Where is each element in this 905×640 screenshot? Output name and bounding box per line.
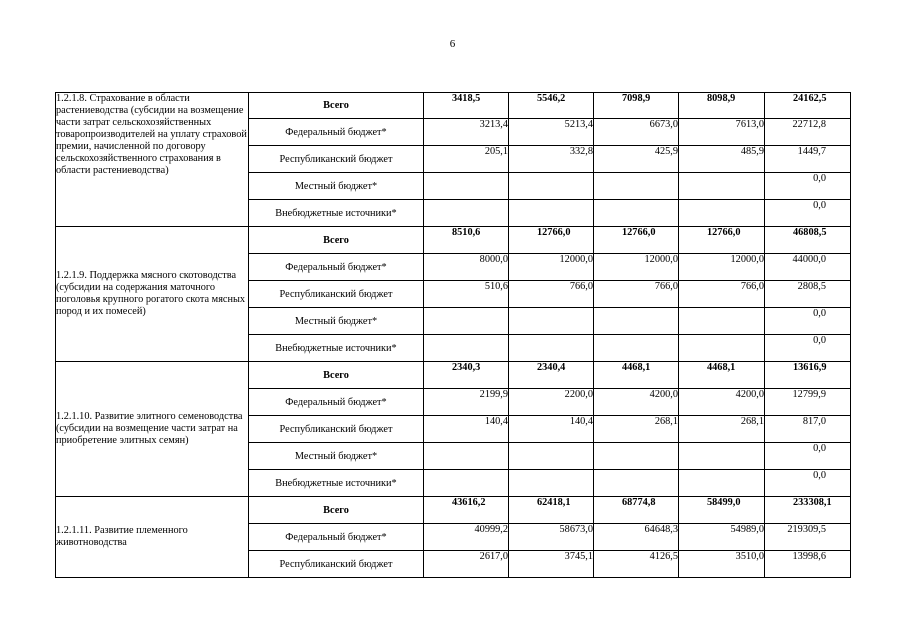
year-value-cell: 58673,0 bbox=[509, 524, 594, 551]
funding-source: Внебюджетные источники* bbox=[249, 335, 424, 362]
year-value-cell: 425,9 bbox=[594, 146, 679, 173]
total-row bbox=[56, 227, 851, 254]
year-value-cell: 332,8 bbox=[509, 146, 594, 173]
year-value-cell bbox=[594, 200, 679, 227]
measure-title: 1.2.1.10. Развитие элитного семеноводства (субсидии на возмещение части затрат на приобретение элитных семян) bbox=[56, 362, 249, 497]
year-value-cell bbox=[594, 443, 679, 470]
year-value-cell bbox=[594, 335, 679, 362]
year-value-cell: 4468,1 bbox=[679, 362, 765, 389]
year-value-cell: 766,0 bbox=[509, 281, 594, 308]
year-value-cell: 54989,0 bbox=[679, 524, 765, 551]
total-value-cell: 0,0 bbox=[765, 443, 851, 470]
total-value-cell: 817,0 bbox=[765, 416, 851, 443]
year-value-cell: 766,0 bbox=[594, 281, 679, 308]
total-value-cell: 2808,5 bbox=[765, 281, 851, 308]
funding-source: Федеральный бюджет* bbox=[249, 254, 424, 281]
funding-source: Местный бюджет* bbox=[249, 443, 424, 470]
year-value-cell: 3745,1 bbox=[509, 551, 594, 578]
year-value-cell bbox=[509, 173, 594, 200]
year-value-cell bbox=[594, 470, 679, 497]
year-value-cell: 2617,0 bbox=[424, 551, 509, 578]
year-value-cell: 5546,2 bbox=[509, 93, 594, 119]
year-value-cell bbox=[509, 335, 594, 362]
year-value-cell: 140,4 bbox=[509, 416, 594, 443]
funding-source: Федеральный бюджет* bbox=[249, 389, 424, 416]
year-value-cell: 2340,3 bbox=[424, 362, 509, 389]
funding-source: Федеральный бюджет* bbox=[249, 524, 424, 551]
total-value-cell: 0,0 bbox=[765, 335, 851, 362]
year-value-cell: 64648,3 bbox=[594, 524, 679, 551]
budget-table bbox=[55, 92, 851, 578]
measure-title: 1.2.1.9. Поддержка мясного скотоводства (субсидии на содержания маточного поголовья крупного рогатого скота мясных пород и их помесей) bbox=[56, 227, 249, 362]
year-value-cell bbox=[509, 308, 594, 335]
year-value-cell: 43616,2 bbox=[424, 497, 509, 524]
funding-source: Внебюджетные источники* bbox=[249, 470, 424, 497]
page-number: 6 bbox=[449, 38, 456, 50]
year-value-cell: 7613,0 bbox=[679, 119, 765, 146]
year-value-cell bbox=[679, 308, 765, 335]
year-value-cell bbox=[594, 308, 679, 335]
year-value-cell bbox=[679, 173, 765, 200]
total-value-cell: 13616,9 bbox=[765, 362, 851, 389]
year-value-cell: 510,6 bbox=[424, 281, 509, 308]
total-value-cell: 44000,0 bbox=[765, 254, 851, 281]
funding-source: Всего bbox=[249, 227, 424, 254]
total-value-cell: 46808,5 bbox=[765, 227, 851, 254]
year-value-cell: 8510,6 bbox=[424, 227, 509, 254]
year-value-cell bbox=[679, 335, 765, 362]
year-value-cell: 12000,0 bbox=[679, 254, 765, 281]
year-value-cell: 2340,4 bbox=[509, 362, 594, 389]
year-value-cell bbox=[679, 470, 765, 497]
total-value-cell: 13998,6 bbox=[765, 551, 851, 578]
funding-source: Всего bbox=[249, 93, 424, 119]
year-value-cell: 3418,5 bbox=[424, 93, 509, 119]
funding-source: Республиканский бюджет bbox=[249, 416, 424, 443]
year-value-cell bbox=[679, 200, 765, 227]
year-value-cell: 485,9 bbox=[679, 146, 765, 173]
funding-source: Внебюджетные источники* bbox=[249, 200, 424, 227]
year-value-cell bbox=[679, 443, 765, 470]
year-value-cell: 62418,1 bbox=[509, 497, 594, 524]
year-value-cell: 4200,0 bbox=[594, 389, 679, 416]
year-value-cell: 268,1 bbox=[679, 416, 765, 443]
year-value-cell: 766,0 bbox=[679, 281, 765, 308]
year-value-cell bbox=[424, 308, 509, 335]
year-value-cell: 8000,0 bbox=[424, 254, 509, 281]
year-value-cell: 268,1 bbox=[594, 416, 679, 443]
year-value-cell: 7098,9 bbox=[594, 93, 679, 119]
total-row bbox=[56, 497, 851, 524]
funding-source: Республиканский бюджет bbox=[249, 551, 424, 578]
total-value-cell: 22712,8 bbox=[765, 119, 851, 146]
year-value-cell bbox=[424, 470, 509, 497]
total-value-cell: 0,0 bbox=[765, 470, 851, 497]
funding-source: Федеральный бюджет* bbox=[249, 119, 424, 146]
year-value-cell: 205,1 bbox=[424, 146, 509, 173]
total-value-cell: 12799,9 bbox=[765, 389, 851, 416]
year-value-cell: 6673,0 bbox=[594, 119, 679, 146]
year-value-cell: 3510,0 bbox=[679, 551, 765, 578]
funding-source: Местный бюджет* bbox=[249, 173, 424, 200]
year-value-cell: 3213,4 bbox=[424, 119, 509, 146]
year-value-cell: 4468,1 bbox=[594, 362, 679, 389]
year-value-cell: 12766,0 bbox=[594, 227, 679, 254]
year-value-cell bbox=[424, 443, 509, 470]
year-value-cell: 140,4 bbox=[424, 416, 509, 443]
year-value-cell bbox=[424, 335, 509, 362]
total-value-cell: 233308,1 bbox=[765, 497, 851, 524]
year-value-cell bbox=[424, 173, 509, 200]
funding-source: Республиканский бюджет bbox=[249, 146, 424, 173]
year-value-cell bbox=[424, 200, 509, 227]
year-value-cell bbox=[509, 470, 594, 497]
year-value-cell: 2199,9 bbox=[424, 389, 509, 416]
funding-source: Всего bbox=[249, 362, 424, 389]
total-value-cell: 0,0 bbox=[765, 173, 851, 200]
total-value-cell: 0,0 bbox=[765, 308, 851, 335]
total-value-cell: 24162,5 bbox=[765, 93, 851, 119]
measure-title: 1.2.1.11. Развитие племенного животноводства bbox=[56, 497, 249, 578]
total-row bbox=[56, 93, 851, 119]
year-value-cell: 68774,8 bbox=[594, 497, 679, 524]
year-value-cell bbox=[509, 200, 594, 227]
year-value-cell: 12766,0 bbox=[679, 227, 765, 254]
year-value-cell: 4126,5 bbox=[594, 551, 679, 578]
year-value-cell: 8098,9 bbox=[679, 93, 765, 119]
year-value-cell: 12000,0 bbox=[509, 254, 594, 281]
year-value-cell: 58499,0 bbox=[679, 497, 765, 524]
year-value-cell: 40999,2 bbox=[424, 524, 509, 551]
year-value-cell: 5213,4 bbox=[509, 119, 594, 146]
funding-source: Республиканский бюджет bbox=[249, 281, 424, 308]
year-value-cell: 2200,0 bbox=[509, 389, 594, 416]
total-value-cell: 1449,7 bbox=[765, 146, 851, 173]
total-row bbox=[56, 362, 851, 389]
year-value-cell: 12000,0 bbox=[594, 254, 679, 281]
funding-source: Всего bbox=[249, 497, 424, 524]
total-value-cell: 219309,5 bbox=[765, 524, 851, 551]
year-value-cell bbox=[509, 443, 594, 470]
year-value-cell bbox=[594, 173, 679, 200]
year-value-cell: 12766,0 bbox=[509, 227, 594, 254]
measure-title: 1.2.1.8. Страхование в области растениеводства (субсидии на возмещение части затрат сельскохозяйственных товаропроизводителей на уплату страховой премии, начисленной по договору сельскохозяйственного страхования в области растениеводства) bbox=[56, 93, 249, 227]
total-value-cell: 0,0 bbox=[765, 200, 851, 227]
year-value-cell: 4200,0 bbox=[679, 389, 765, 416]
funding-source: Местный бюджет* bbox=[249, 308, 424, 335]
